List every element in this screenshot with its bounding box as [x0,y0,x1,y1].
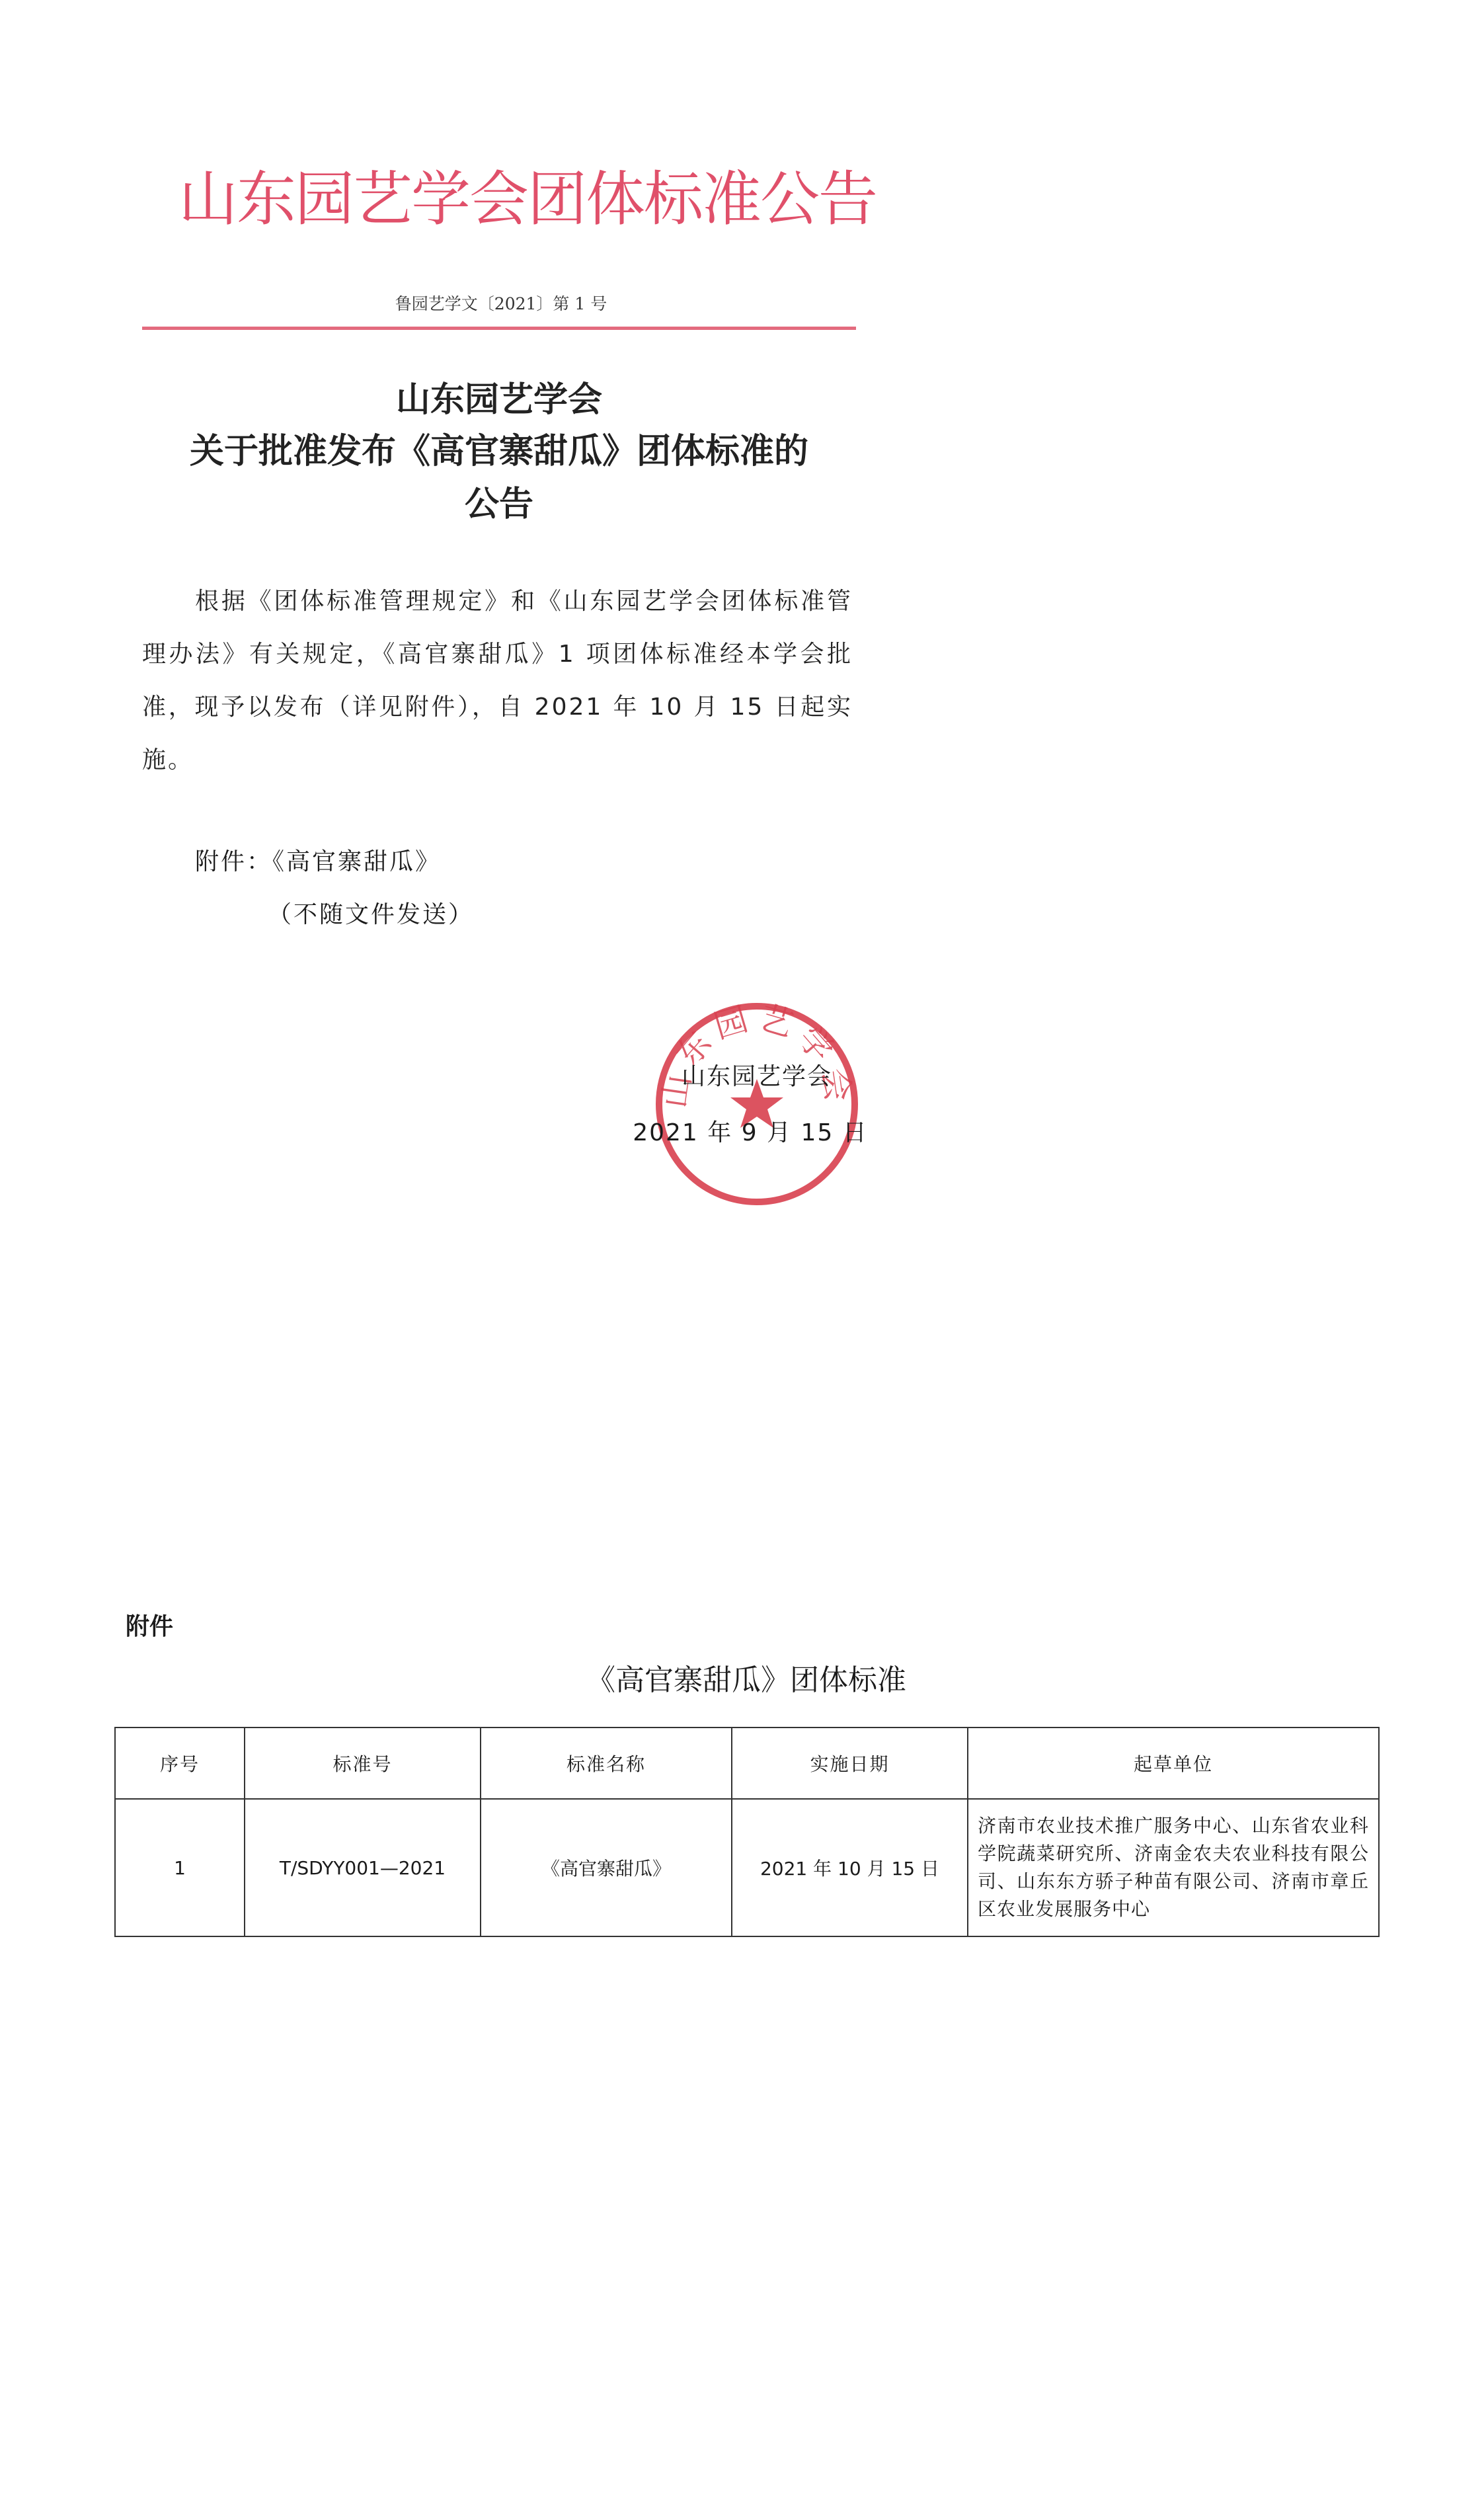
header-drafting-units: 起草单位 [968,1728,1379,1799]
cell-effective-date: 2021 年 10 月 15 日 [732,1799,968,1936]
title-line-1: 山东园艺学会 [395,380,602,420]
signature-date: 2021 年 9 月 15 日 [633,1119,868,1146]
official-seal-icon [651,998,863,1210]
table-row [115,1799,1379,1936]
table-header-row [115,1728,1379,1799]
header-standard-name: 标准名称 [481,1728,732,1799]
red-header-title: 山东园艺学会团体标准公告 [178,165,877,234]
header-divider [142,327,856,330]
appendix-title: 《高官寨甜瓜》团体标准 [586,1663,906,1697]
document-number: 鲁园艺学文〔2021〕第 1 号 [395,294,607,313]
cell-index: 1 [115,1799,245,1936]
appendix-label: 附件 [126,1613,174,1640]
attachment-note: （不随文件发送） [268,901,475,928]
header-standard-no: 标准号 [245,1728,481,1799]
signature-organization: 山东园艺学会 [681,1063,832,1090]
body-paragraph: 根据《团体标准管理规定》和《山东园艺学会团体标准管理办法》有关规定，《高官寨甜瓜》1 项团体标准经本学会批准，现予以发布（详见附件），自 2021 年 10 月 15 日起实施。 [142,588,853,774]
header-effective-date: 实施日期 [732,1728,968,1799]
title-line-3: 公告 [464,485,533,524]
cell-standard-name: 《高官寨甜瓜》 [481,1799,732,1936]
standards-table [114,1727,1380,1937]
cell-standard-no: T/SDYY001—2021 [245,1799,481,1936]
attachment-label: 附件：《高官寨甜瓜》 [195,848,442,875]
header-index: 序号 [115,1728,245,1799]
cell-drafting-units: 济南市农业技术推广服务中心、山东省农业科学院蔬菜研究所、济南金农夫农业科技有限公司、山东东方骄子种苗有限公司、济南市章丘区农业发展服务中心 [968,1799,1379,1936]
seal-text: 山东园艺学会 [655,998,859,1111]
title-line-2: 关于批准发布《高官寨甜瓜》团体标准的 [189,432,808,471]
